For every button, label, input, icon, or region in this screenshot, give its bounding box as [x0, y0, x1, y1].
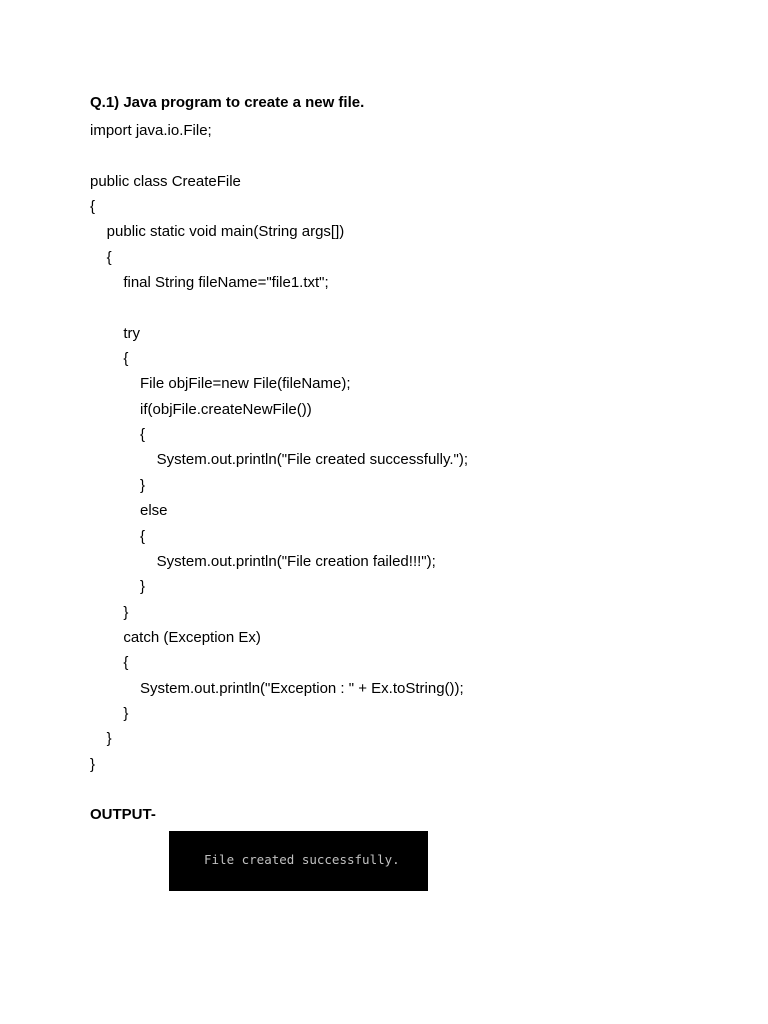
code-block: [90, 118, 690, 777]
code-line: }: [90, 603, 129, 621]
code-line: System.out.println("File creation failed!!!");: [90, 552, 436, 570]
code-line: final String fileName="file1.txt";: [90, 274, 329, 292]
code-line: import java.io.File;: [90, 122, 212, 139]
output-label: OUTPUT-: [90, 806, 156, 823]
code-line: [90, 295, 690, 320]
question-title: Q.1) Java program to create a new file.: [90, 94, 365, 111]
code-line: File objFile=new File(fileName);: [90, 375, 351, 393]
code-line: System.out.println("Exception : " + Ex.toString());: [90, 679, 464, 697]
code-line: if(objFile.createNewFile()): [90, 400, 312, 418]
code-line: [90, 143, 690, 168]
code-line: System.out.println("File created successfully.");: [90, 451, 468, 469]
code-line: {: [90, 248, 112, 266]
code-line: {: [90, 527, 146, 545]
code-line: public static void main(String args[]): [90, 223, 345, 241]
code-line: }: [90, 578, 146, 596]
code-line: try: [90, 324, 141, 342]
code-line: else: [90, 502, 168, 520]
code-line: }: [90, 755, 96, 773]
code-line: {: [90, 198, 96, 216]
code-line: }: [90, 704, 129, 722]
console-output-text: File created successfully.: [204, 852, 400, 867]
console-output-screenshot: [169, 831, 428, 891]
code-line: catch (Exception Ex): [90, 628, 261, 646]
code-line: }: [90, 730, 112, 748]
code-line: {: [90, 426, 146, 444]
code-line: {: [90, 654, 129, 672]
code-line: }: [90, 476, 146, 494]
code-line: public class CreateFile: [90, 172, 241, 190]
code-line: {: [90, 350, 129, 368]
